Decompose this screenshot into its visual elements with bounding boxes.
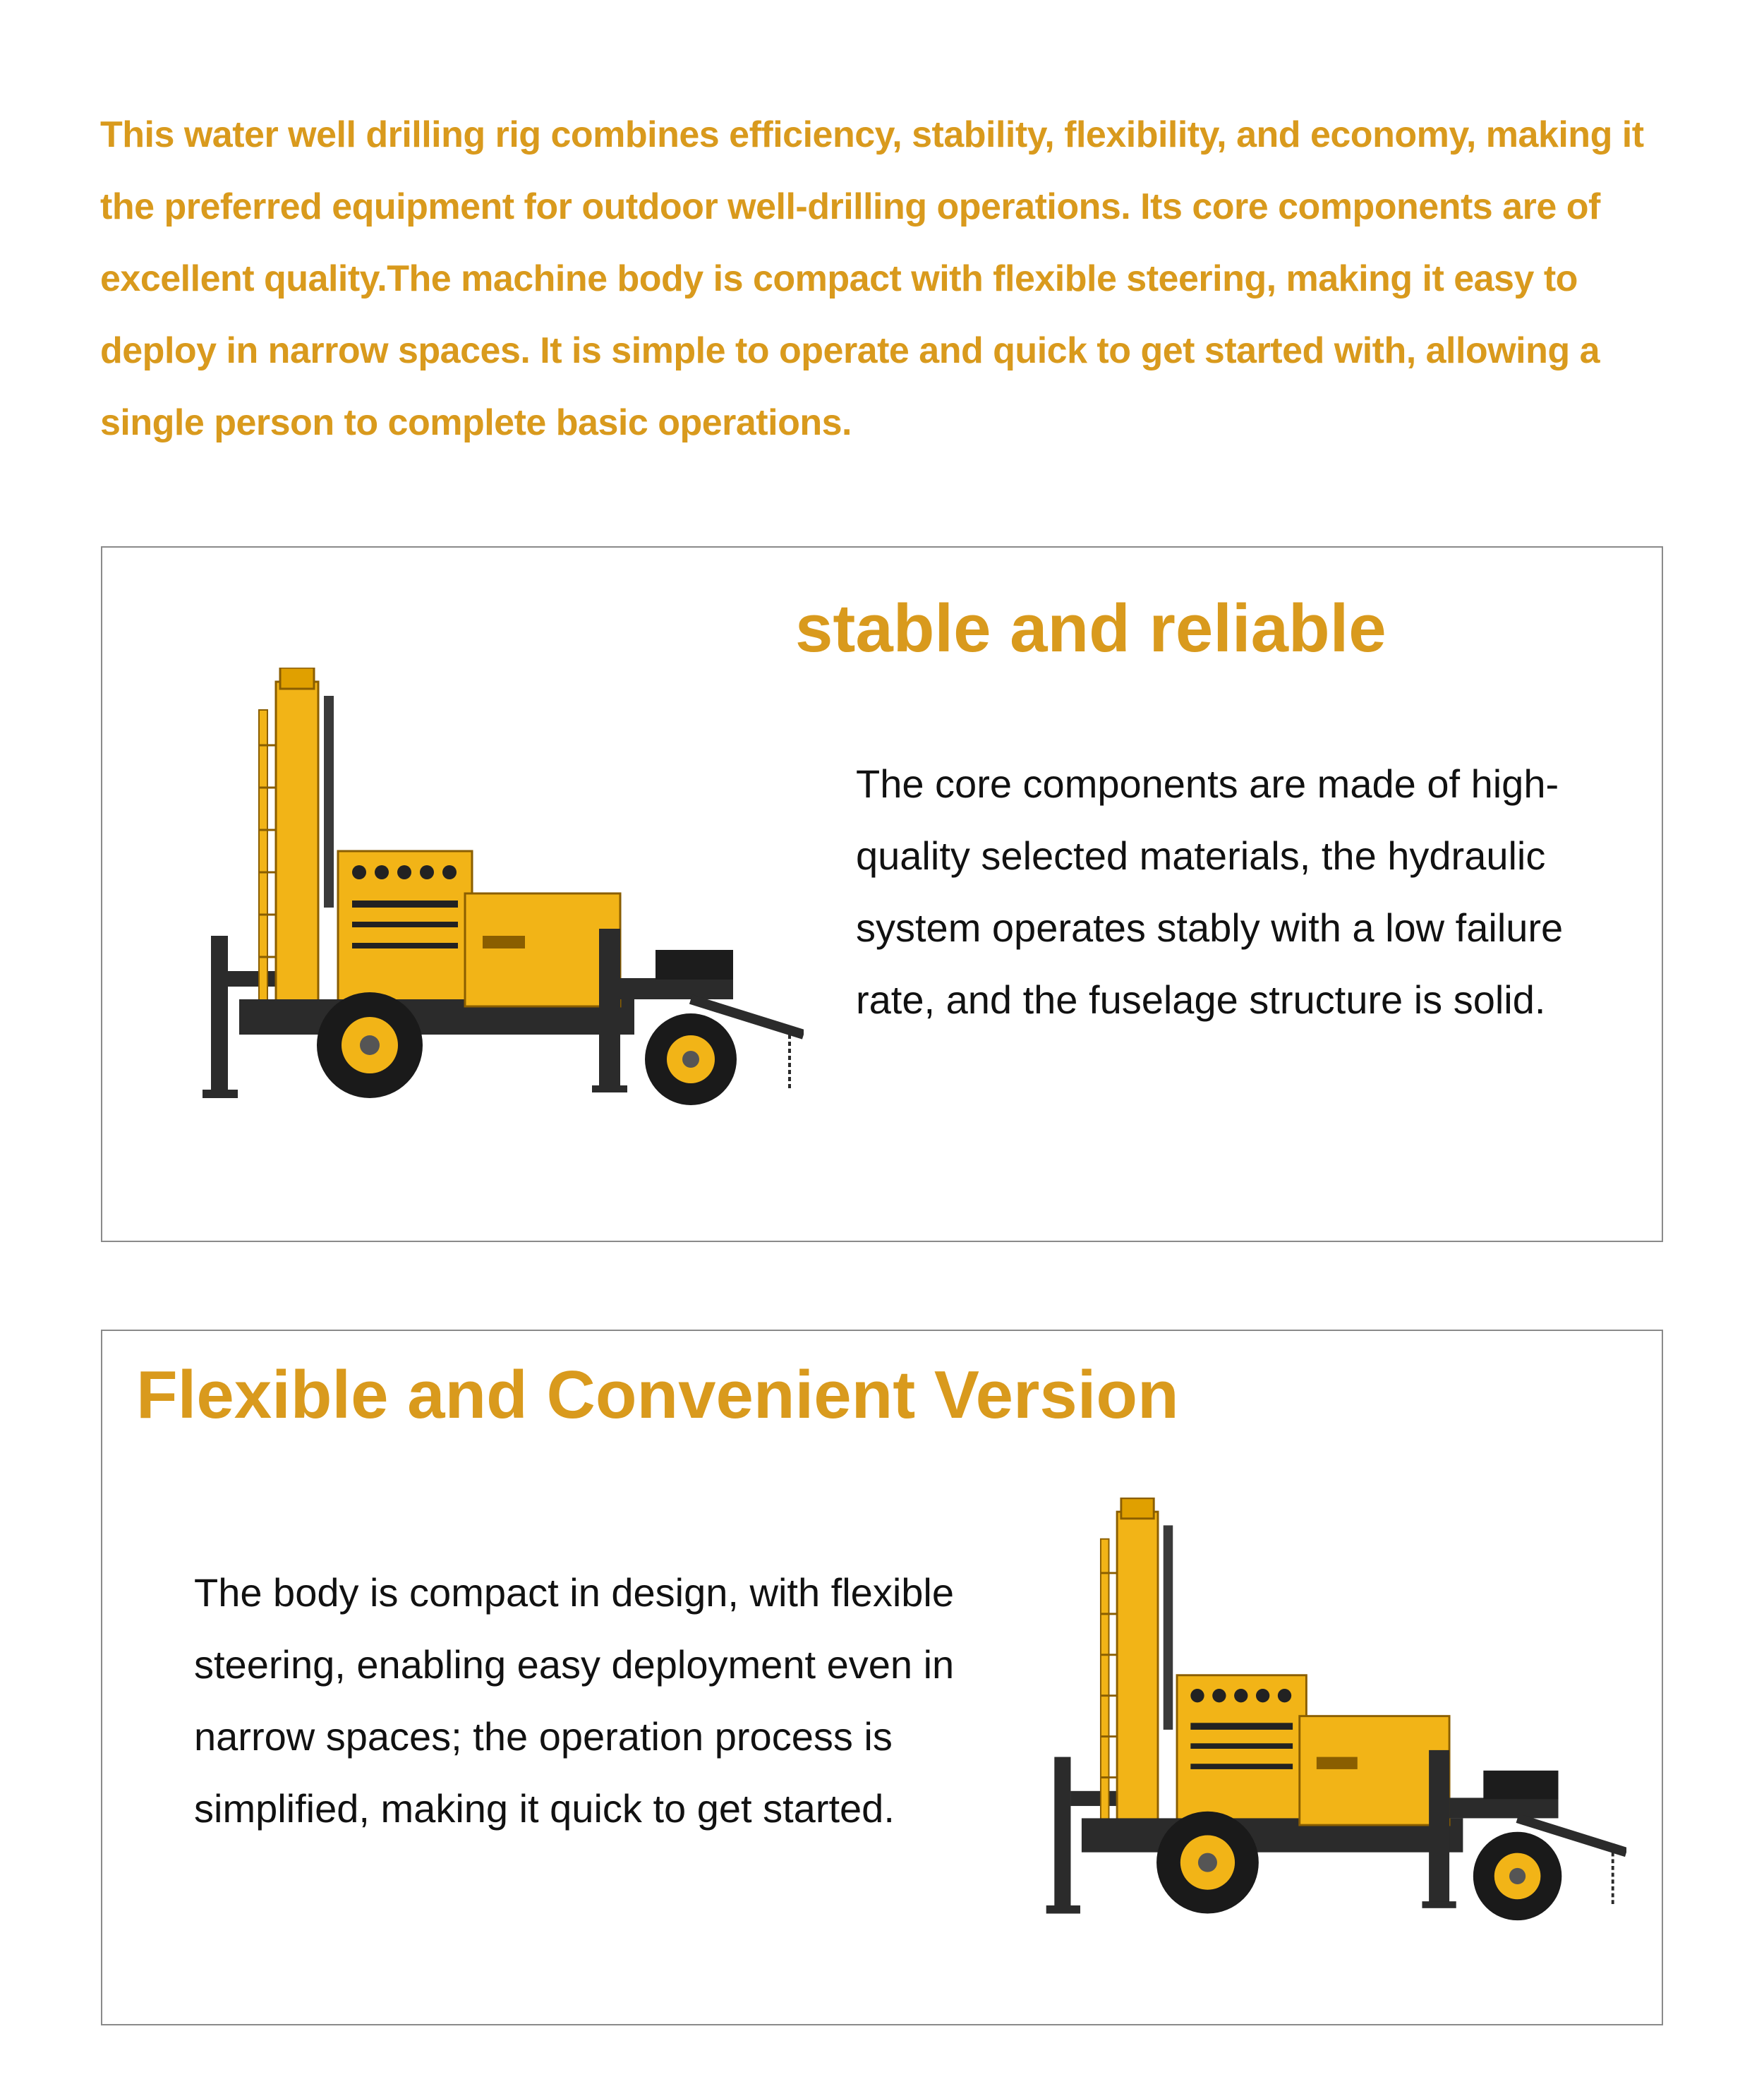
drilling-rig-illustration [197,668,804,1105]
feature-card-stable-reliable [101,546,1663,1242]
feature-title: Flexible and Convenient Version [136,1357,1179,1433]
drilling-rig-illustration [1041,1498,1626,1921]
feature-card-flexible-convenient [101,1330,1663,2025]
feature-description: The body is compact in design, with flexible steering, enabling easy deployment even in narrow spaces; the operation process is simplified, making it quick to get started. [194,1570,955,1831]
feature-description: The core components are made of high-quality selected materials, the hydraulic system operates stably with a low failure rate, and the fuselage structure is solid. [856,761,1564,1022]
feature-title: stable and reliable [795,591,1387,666]
intro-paragraph: This water well drilling rig combines efficiency, stability, flexibility, and economy, making it the preferred equipment for outdoor well-drilling operations. Its core components are of excellent quality.The machine body is compact with flexible steering, making it easy to deploy in narrow spaces. It is simple to operate and quick to get started with, allowing a single person to complete basic operations. [100,114,1644,443]
